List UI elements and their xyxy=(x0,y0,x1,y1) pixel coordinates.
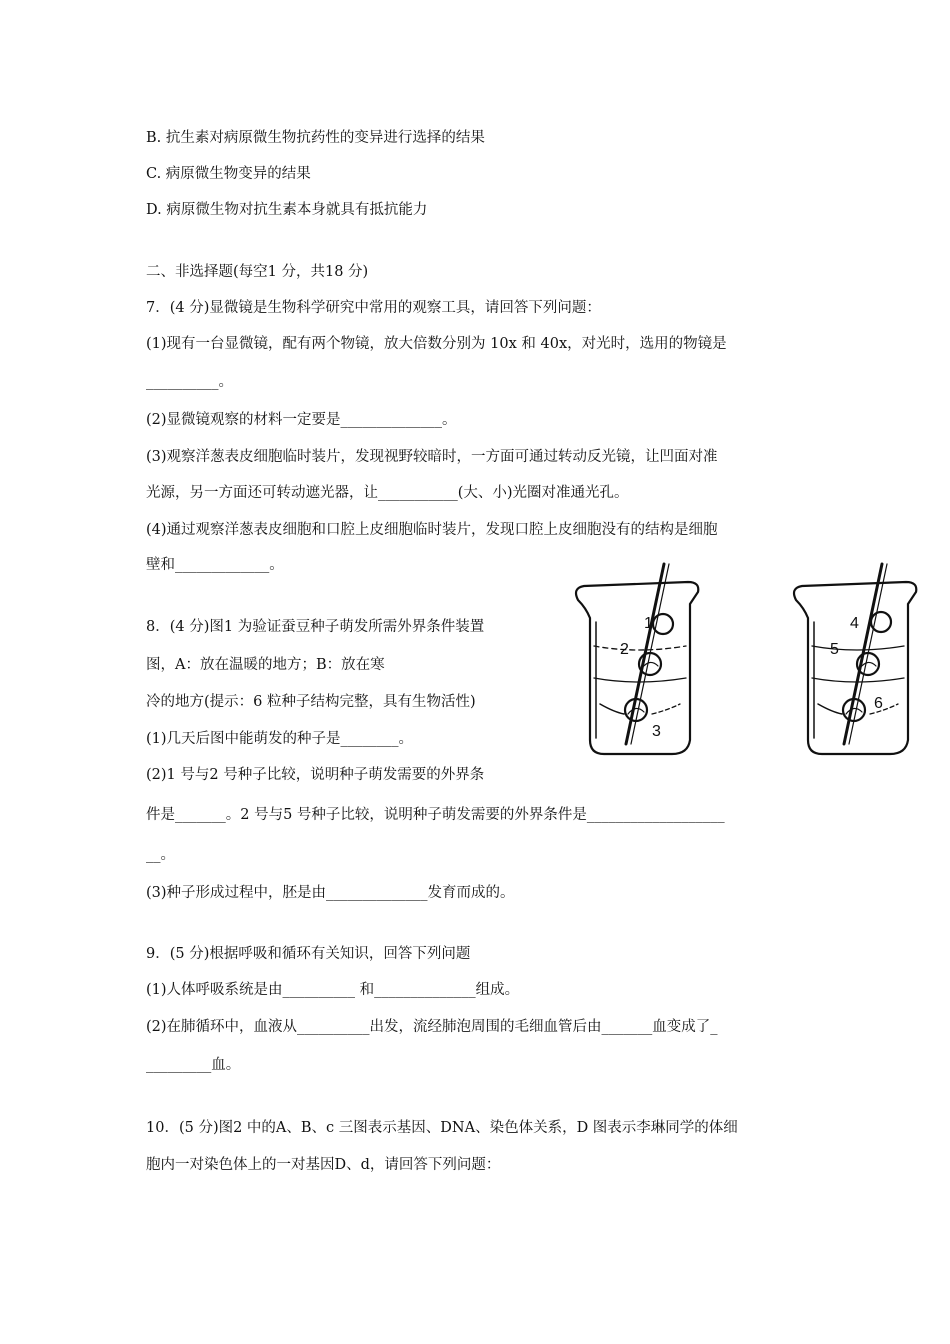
beaker-b xyxy=(794,564,916,754)
q7-part3: (3)观察洋葱表皮细胞临时装片，发现视野较暗时，一方面可通过转动反光镜，让凹面对准 xyxy=(146,449,718,465)
seed-label-3: 3 xyxy=(652,723,661,740)
option-c: C. 病原微生物变异的结果 xyxy=(146,166,311,182)
section-heading: 二、非选择题(每空1 分，共18 分) xyxy=(146,264,369,280)
q8-stem: 8．(4 分)图1 为验证蚕豆种子萌发所需外界条件装置 xyxy=(146,619,485,635)
option-d: D. 病原微生物对抗生素本身就具有抵抗能力 xyxy=(146,202,428,218)
q9-stem: 9．(5 分)根据呼吸和循环有关知识，回答下列问题 xyxy=(146,946,471,962)
seed-label-5: 5 xyxy=(830,641,839,658)
seed-label-2: 2 xyxy=(620,641,629,658)
q8-stem-cont1: 图，A：放在温暖的地方；B：放在寒 xyxy=(146,657,385,673)
q7-part4-cont: 壁和_____________。 xyxy=(146,557,284,573)
q7-part3-cont: 光源，另一方面还可转动遮光器，让___________(大、小)光圈对准通光孔。 xyxy=(146,485,629,501)
q9-part2-cont: _________血。 xyxy=(146,1057,241,1073)
q8-part3: (3)种子形成过程中，胚是由______________发育而成的。 xyxy=(146,885,515,901)
beaker-a xyxy=(576,564,698,754)
q7-part1: (1)现有一台显微镜，配有两个物镜，放大倍数分别为 10x 和 40x，对光时，选用的物镜是 xyxy=(146,336,727,352)
seed-label-1: 1 xyxy=(644,615,653,632)
q10-stem: 10．(5 分)图2 中的A、B、c 三图表示基因、DNA、染色体关系，D 图表示李琳同学的体细 xyxy=(146,1120,738,1136)
q8-stem-cont2: 冷的地方(提示：6 粒种子结构完整，具有生物活性) xyxy=(146,694,476,710)
q7-part2: (2)显微镜观察的材料一定要是______________。 xyxy=(146,412,457,428)
seed-germination-figure xyxy=(568,558,918,768)
q10-stem-cont: 胞内一对染色体上的一对基因D、d，请回答下列问题： xyxy=(146,1157,501,1173)
q7-part4: (4)通过观察洋葱表皮细胞和口腔上皮细胞临时装片，发现口腔上皮细胞没有的结构是细胞 xyxy=(146,522,718,538)
q8-part2-blank: __。 xyxy=(146,847,175,863)
q7-stem: 7．(4 分)显微镜是生物科学研究中常用的观察工具，请回答下列问题： xyxy=(146,300,601,316)
q8-part2: (2)1 号与2 号种子比较，说明种子萌发需要的外界条 xyxy=(146,767,485,783)
option-b: B. 抗生素对病原微生物抗药性的变异进行选择的结果 xyxy=(146,130,485,146)
q9-part2: (2)在肺循环中，血液从__________出发，流经肺泡周围的毛细血管后由_______血变成了_ xyxy=(146,1019,718,1035)
q7-part1-blank: __________。 xyxy=(146,374,233,390)
q8-part2-cont: 件是_______。2 号与5 号种子比较，说明种子萌发需要的外界条件是___________________ xyxy=(146,807,725,823)
seed-label-4: 4 xyxy=(850,615,859,632)
q9-part1: (1)人体呼吸系统是由__________ 和______________组成。 xyxy=(146,982,520,998)
seed-label-6: 6 xyxy=(874,695,883,712)
q8-part1: (1)几天后图中能萌发的种子是________。 xyxy=(146,731,414,747)
